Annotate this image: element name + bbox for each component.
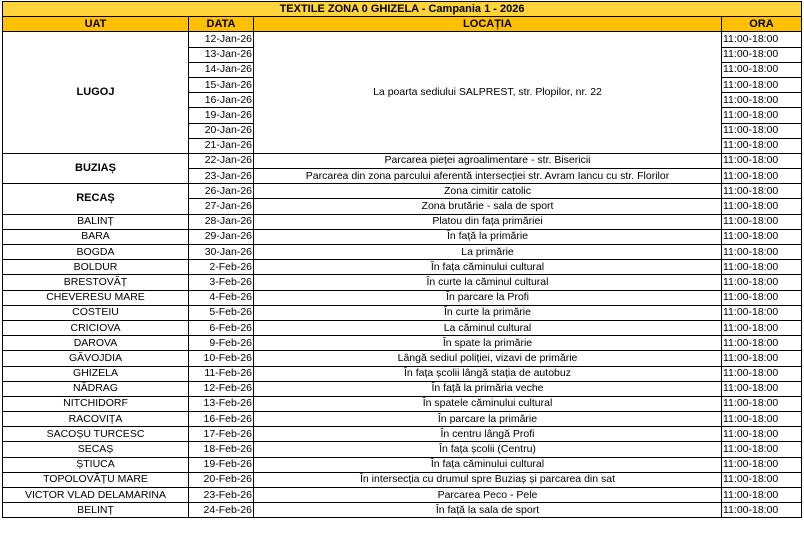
hours-cell: 11:00-18:00 [722,396,802,411]
location-cell: Parcarea din zona parcului aferentă intersecției str. Avram Iancu cu str. Florilor [254,169,722,184]
hours-cell: 11:00-18:00 [722,47,802,62]
uat-cell: LUGOJ [3,32,189,154]
location-cell: În parcare la Profi [254,290,722,305]
uat-cell: TOPOLOVĂȚU MARE [3,472,189,487]
date-cell: 13-Jan-26 [189,47,254,62]
date-cell: 16-Feb-26 [189,412,254,427]
table-row [3,184,802,199]
date-cell: 11-Feb-26 [189,366,254,381]
hours-cell: 11:00-18:00 [722,442,802,457]
hours-cell: 11:00-18:00 [722,457,802,472]
hours-cell: 11:00-18:00 [722,290,802,305]
location-cell: Parcarea Peco - Pele [254,488,722,503]
hours-cell: 11:00-18:00 [722,184,802,199]
hours-cell: 11:00-18:00 [722,305,802,320]
location-cell: La poarta sediului SALPREST, str. Plopilor, nr. 22 [254,32,722,154]
table-row [3,457,802,472]
location-cell: În centru lângă Profi [254,427,722,442]
uat-cell: NĂDRAG [3,381,189,396]
hours-cell: 11:00-18:00 [722,320,802,335]
hours-cell: 11:00-18:00 [722,153,802,168]
date-cell: 17-Feb-26 [189,427,254,442]
uat-cell: GHIZELA [3,366,189,381]
hours-cell: 11:00-18:00 [722,93,802,108]
uat-cell: BELINȚ [3,503,189,518]
uat-cell: BARA [3,229,189,244]
location-cell: Zona cimitir catolic [254,184,722,199]
table-row [3,366,802,381]
location-cell: În față la primărie [254,229,722,244]
date-cell: 28-Jan-26 [189,214,254,229]
hours-cell: 11:00-18:00 [722,275,802,290]
date-cell: 19-Feb-26 [189,457,254,472]
hours-cell: 11:00-18:00 [722,123,802,138]
location-cell: În fața școlii lângă stația de autobuz [254,366,722,381]
table-row [3,290,802,305]
date-cell: 2-Feb-26 [189,260,254,275]
table-title: TEXTILE ZONA 0 GHIZELA - Campania 1 - 2026 [3,2,802,17]
uat-cell: SECAȘ [3,442,189,457]
header-row [3,17,802,32]
uat-cell: COSTEIU [3,305,189,320]
table-row [3,488,802,503]
date-cell: 22-Jan-26 [189,153,254,168]
uat-cell: BOLDUR [3,260,189,275]
date-cell: 14-Jan-26 [189,62,254,77]
date-cell: 19-Jan-26 [189,108,254,123]
location-cell: În curte la căminul cultural [254,275,722,290]
date-cell: 12-Feb-26 [189,381,254,396]
date-cell: 10-Feb-26 [189,351,254,366]
location-cell: În față la primăria veche [254,381,722,396]
date-cell: 13-Feb-26 [189,396,254,411]
location-cell: În față la sala de sport [254,503,722,518]
table-row [3,214,802,229]
hours-cell: 11:00-18:00 [722,260,802,275]
hours-cell: 11:00-18:00 [722,427,802,442]
hours-cell: 11:00-18:00 [722,214,802,229]
location-cell: La primărie [254,245,722,260]
header-locatia: LOCAȚIA [254,17,722,32]
date-cell: 3-Feb-26 [189,275,254,290]
table-body [3,32,802,214]
table-row [3,336,802,351]
date-cell: 12-Jan-26 [189,32,254,47]
table-row [3,229,802,244]
uat-cell: RACOVIȚA [3,412,189,427]
table-row [3,396,802,411]
date-cell: 23-Feb-26 [189,488,254,503]
date-cell: 21-Jan-26 [189,138,254,153]
uat-cell: ȘTIUCA [3,457,189,472]
hours-cell: 11:00-18:00 [722,245,802,260]
location-cell: La căminul cultural [254,320,722,335]
location-cell: În curte la primărie [254,305,722,320]
date-cell: 20-Jan-26 [189,123,254,138]
location-cell: În fața căminului cultural [254,260,722,275]
table-row [3,260,802,275]
date-cell: 15-Jan-26 [189,77,254,92]
hours-cell: 11:00-18:00 [722,138,802,153]
uat-cell: BRESTOVĂȚ [3,275,189,290]
location-cell: Zona brutărie - sala de sport [254,199,722,214]
date-cell: 6-Feb-26 [189,320,254,335]
title-row [3,2,802,17]
hours-cell: 11:00-18:00 [722,381,802,396]
uat-cell: RECAȘ [3,184,189,214]
date-cell: 27-Jan-26 [189,199,254,214]
location-cell: În intersecția cu drumul spre Buziaș și parcarea din sat [254,472,722,487]
hours-cell: 11:00-18:00 [722,77,802,92]
table-row [3,320,802,335]
date-cell: 29-Jan-26 [189,229,254,244]
location-cell: În parcare la primărie [254,412,722,427]
date-cell: 4-Feb-26 [189,290,254,305]
single-rows-body [3,214,802,518]
hours-cell: 11:00-18:00 [722,62,802,77]
location-cell: Lângă sediul poliției, vizavi de primărie [254,351,722,366]
hours-cell: 11:00-18:00 [722,229,802,244]
table-row [3,442,802,457]
location-cell: În spate la primărie [254,336,722,351]
hours-cell: 11:00-18:00 [722,199,802,214]
uat-cell: BUZIAȘ [3,153,189,183]
hours-cell: 11:00-18:00 [722,108,802,123]
date-cell: 9-Feb-26 [189,336,254,351]
table-row [3,32,802,47]
header-ora: ORA [722,17,802,32]
schedule-table [2,1,802,518]
date-cell: 5-Feb-26 [189,305,254,320]
table-row [3,305,802,320]
uat-cell: BOGDA [3,245,189,260]
uat-cell: DAROVA [3,336,189,351]
table-row [3,472,802,487]
hours-cell: 11:00-18:00 [722,169,802,184]
table-row [3,275,802,290]
uat-cell: BALINȚ [3,214,189,229]
hours-cell: 11:00-18:00 [722,32,802,47]
location-cell: În fața școlii (Centru) [254,442,722,457]
uat-cell: CHEVERESU MARE [3,290,189,305]
table-row [3,381,802,396]
hours-cell: 11:00-18:00 [722,472,802,487]
header-uat: UAT [3,17,189,32]
hours-cell: 11:00-18:00 [722,366,802,381]
hours-cell: 11:00-18:00 [722,412,802,427]
date-cell: 24-Feb-26 [189,503,254,518]
hours-cell: 11:00-18:00 [722,351,802,366]
location-cell: În spatele căminului cultural [254,396,722,411]
hours-cell: 11:00-18:00 [722,503,802,518]
table-row [3,412,802,427]
table-row [3,503,802,518]
table-row [3,153,802,168]
hours-cell: 11:00-18:00 [722,336,802,351]
date-cell: 20-Feb-26 [189,472,254,487]
uat-cell: SACOȘU TURCESC [3,427,189,442]
table-row [3,351,802,366]
location-cell: Platou din fața primăriei [254,214,722,229]
date-cell: 23-Jan-26 [189,169,254,184]
date-cell: 30-Jan-26 [189,245,254,260]
table-row [3,427,802,442]
date-cell: 16-Jan-26 [189,93,254,108]
uat-cell: NITCHIDORF [3,396,189,411]
location-cell: Parcarea pieței agroalimentare - str. Bisericii [254,153,722,168]
uat-cell: CRICIOVA [3,320,189,335]
uat-cell: GĂVOJDIA [3,351,189,366]
header-data: DATA [189,17,254,32]
uat-cell: VICTOR VLAD DELAMARINA [3,488,189,503]
date-cell: 18-Feb-26 [189,442,254,457]
table-row [3,245,802,260]
location-cell: În fața căminului cultural [254,457,722,472]
hours-cell: 11:00-18:00 [722,488,802,503]
date-cell: 26-Jan-26 [189,184,254,199]
